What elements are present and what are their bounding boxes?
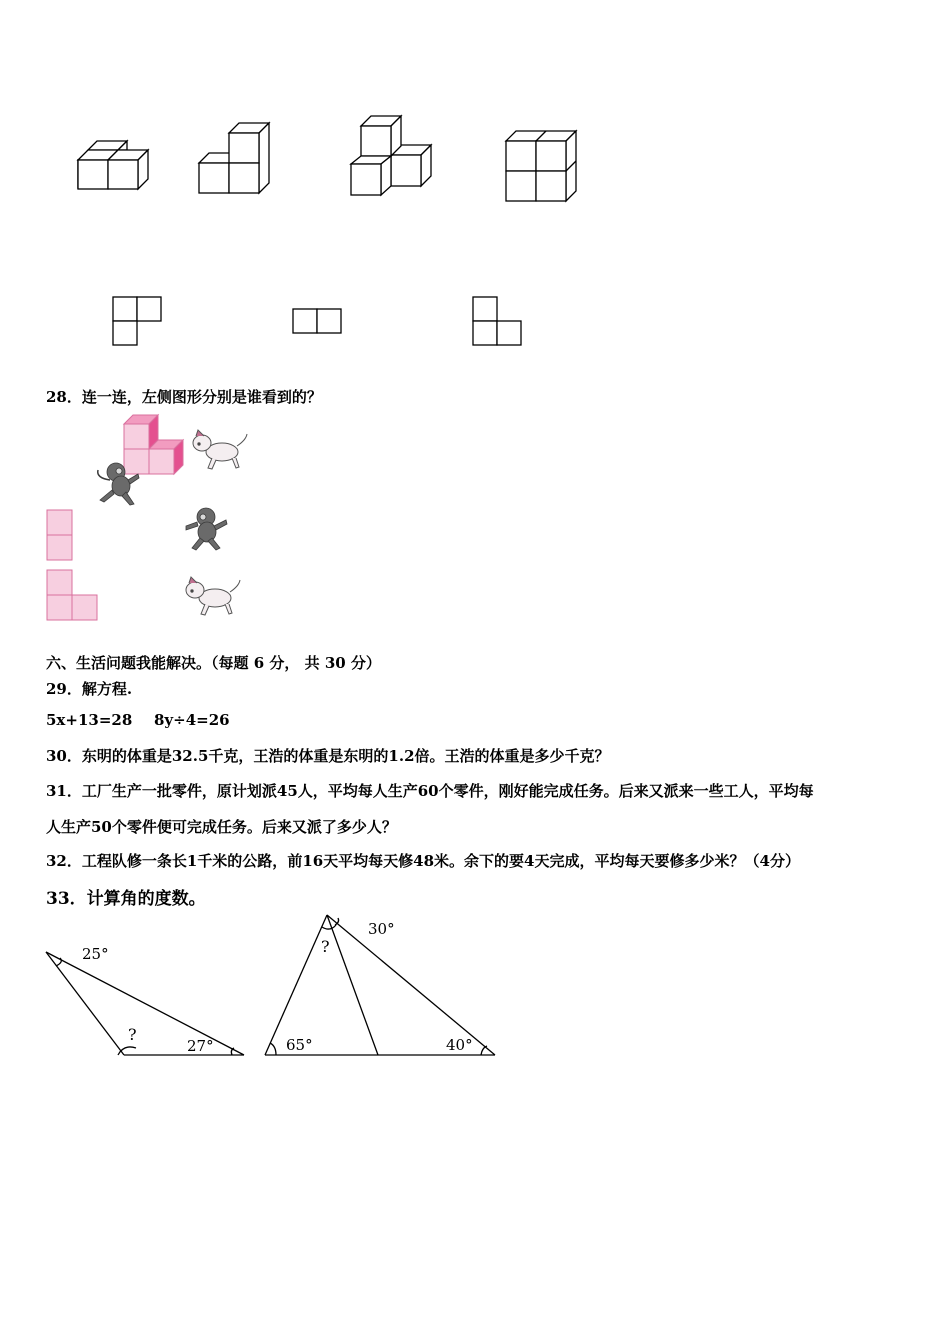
view-shape-3 bbox=[473, 297, 521, 345]
question-31-line2: 人生产50个零件便可完成任务。后来又派了多少人？ bbox=[46, 818, 397, 836]
triangle-1-right-angle: 27° bbox=[187, 1037, 214, 1055]
cube-solid-4 bbox=[506, 131, 576, 201]
question-33-title: 33．计算角的度数。 bbox=[46, 889, 206, 909]
pink-view-l bbox=[47, 570, 97, 620]
dog-icon bbox=[193, 430, 247, 469]
question-32: 32．工程队修一条长1千米的公路，前16天平均每天修48米。余下的要4天完成，平均每天要修多少米？（4分） bbox=[46, 852, 800, 870]
question-30: 30．东明的体重是32.5千克，王浩的体重是东明的1.2倍。王浩的体重是多少千克？ bbox=[46, 747, 610, 765]
view-shape-2 bbox=[293, 309, 341, 333]
cube-solid-2 bbox=[199, 123, 269, 193]
equation-1: 5x+13=28 bbox=[46, 711, 133, 729]
cube-solid-3 bbox=[351, 116, 431, 195]
pink-cube-solid bbox=[124, 415, 183, 474]
pink-view-column bbox=[47, 510, 72, 560]
triangle-2-right-angle: 40° bbox=[446, 1036, 473, 1054]
question-28: 28．连一连，左侧图形分别是谁看到的？ bbox=[46, 388, 322, 406]
section-heading: 六、生活问题我能解决。（每题 6 分， 共 30 分） bbox=[46, 654, 381, 672]
triangle-1 bbox=[46, 952, 244, 1055]
triangle-2-top-angle: 30° bbox=[368, 920, 395, 938]
triangle-2-left-angle: 65° bbox=[286, 1036, 313, 1054]
view-shape-1 bbox=[113, 297, 161, 345]
question-31-line1: 31．工厂生产一批零件，原计划派45人，平均每人生产60个零件，刚好能完成任务。后来又派来一些工人，平均每 bbox=[46, 782, 814, 800]
cube-solid-1 bbox=[78, 141, 148, 189]
question-29-title: 29．解方程. bbox=[46, 680, 133, 698]
triangle-1-top-angle: 25° bbox=[82, 945, 109, 963]
equation-2: 8y÷4=26 bbox=[154, 711, 230, 729]
triangle-2-unknown: ? bbox=[321, 937, 330, 956]
dog-icon bbox=[186, 577, 240, 615]
triangle-1-unknown: ? bbox=[128, 1025, 137, 1044]
monkey-icon bbox=[186, 508, 227, 550]
